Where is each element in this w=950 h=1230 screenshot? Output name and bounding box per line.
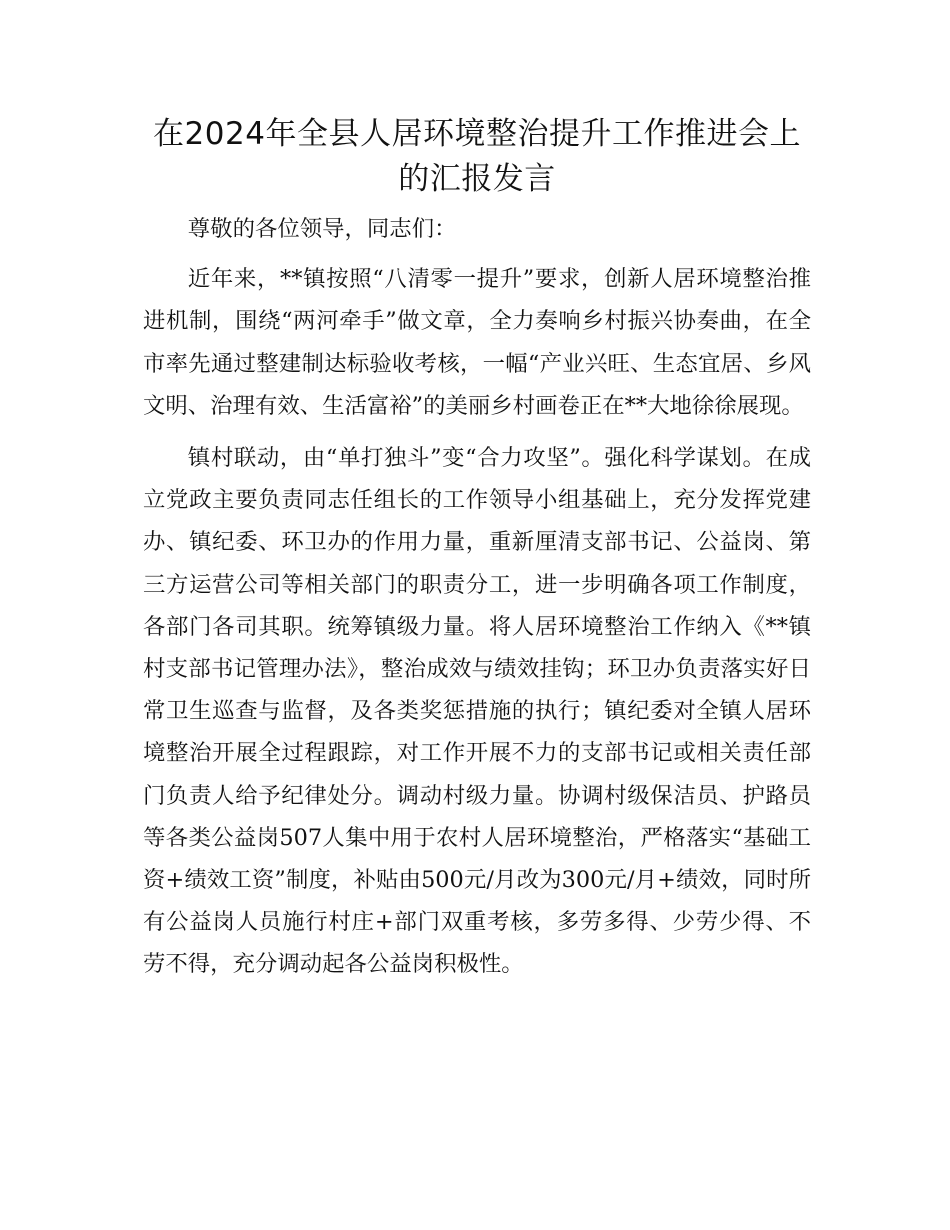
paragraph-intro: 近年来，**镇按照“八清零一提升”要求，创新人居环境整治推进机制，围绕“两河牵手”做文章，全力奏响乡村振兴协奏曲，在全市率先通过整建制达标验收考核，一幅“产业兴旺、生态宜居、乡风文明、治理有效、生活富裕”的美丽乡村画卷正在**大地徐徐展现。 [143,266,811,419]
document-page [143,112,811,986]
salutation: 尊敬的各位领导，同志们： [187,216,457,242]
paragraph-town-village-linkage: 镇村联动，由“单打独斗”变“合力攻坚”。强化科学谋划。在成立党政主要负责同志任组长的工作领导小组基础上，充分发挥党建办、镇纪委、环卫办的作用力量，重新厘清支部书记、公益岗、第三方运营公司等相关部门的职责分工，进一步明确各项工作制度，各部门各司其职。统筹镇级力量。将人居环境整治工作纳入《**镇村支部书记管理办法》，整治成效与绩效挂钩；环卫办负责落实好日常卫生巡查与监督，及各类奖惩措施的执行；镇纪委对全镇人居环境整治开展全过程跟踪，对工作开展不力的支部书记或相关责任部门负责人给予纪律处分。调动村级力量。协调村级保洁员、护路员等各类公益岗507人集中用于农村人居环境整治，严格落实“基础工资+绩效工资”制度，补贴由500元/月改为300元/月+绩效，同时所有公益岗人员施行村庄+部门双重考核，多劳多得、少劳少得、不劳不得，充分调动起各公益岗积极性。 [143,445,811,978]
document-title: 在2024年全县人居环境整治提升工作推进会上的汇报发言 [153,116,801,197]
